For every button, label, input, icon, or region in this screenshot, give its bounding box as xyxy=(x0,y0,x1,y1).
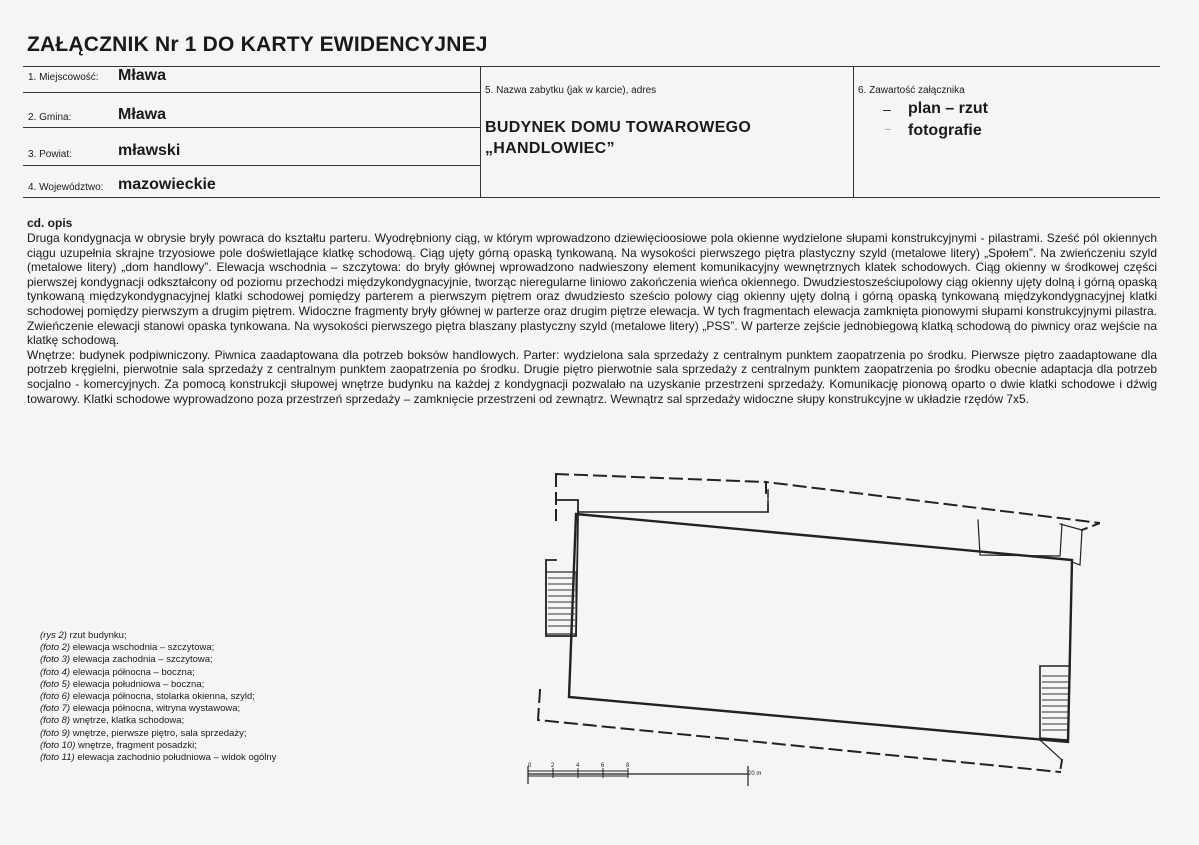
caption-item: (foto 9) wnętrze, pierwsze piętro, sala sprzedaży; xyxy=(40,727,247,739)
plan-east-block xyxy=(978,520,1062,556)
row-divider xyxy=(23,127,480,128)
caption-item: (foto 7) elewacja północna, witryna wystawowa; xyxy=(40,703,241,715)
wojewodztwo-label: 4. Województwo: xyxy=(28,182,104,193)
scale-tick-label: 2 xyxy=(551,763,555,769)
caption-item: (foto 10) wnętrze, fragment posadzki; xyxy=(40,739,197,751)
dash-icon: – xyxy=(885,124,891,135)
monument-name-line2: „HANDLOWIEC” xyxy=(485,140,615,157)
caption-list xyxy=(40,630,276,764)
plan-outline-dashed xyxy=(556,474,1100,530)
powiat-label: 3. Powiat: xyxy=(28,149,72,160)
gmina-label: 2. Gmina: xyxy=(28,112,72,123)
attachment-label: 6. Zawartość załącznika xyxy=(858,85,965,96)
description-paragraph: Wnętrze: budynek podpiwniczony. Piwnica zaadaptowana dla potrzeb boksów handlowych. Parter: wydzielona sala sprzedaży z centralnym punktem zaopatrzenia po środku. Pierwsze piętro zaadaptowane dla potrzeb kręgielni, pierwotnie sala sprzedaży z centralnym punktem zaopatrzenia po środku. Drugie piętro pierwotnie sala sprzedaży z centralnym punktem zaopatrzenia po środku obecnie adaptacja dla potrzeb socjalno - komercyjnych. Za pomocą konstrukcji słupowej wnętrze budynku na każdej z kondygnacji pozwalało na uzyskanie przestrzeni sprzedaży. Komunikację pionową oparto o dwie klatki schodowe i dźwig towarowy. Klatki schodowe wyprowadzono poza przestrzeń sprzedaży – zamknięcie przestrzeni od zewnątrz. Wewnątrz sal sprzedaży widoczne słupy konstrukcyjne w układzie rzędów 7x5. xyxy=(27,347,1157,406)
description-paragraph: Druga kondygnacja w obrysie bryły powraca do kształtu parteru. Wyodrębniony ciąg, w którym wprowadzono dziewięcioosiowe pola okienne wydzielone słupami konstrukcyjnymi - pilastrami. Sześć pól okiennych ciągu uzupełnia skrajne trzyosiowe pole doświetlające klatkę schodową. Ciąg ujęty górną opaską tynkowaną. Na wysokości pierwszego piętra plastyczny szyld (metalowe litery) „Społem”. Na zwieńczeniu szyld (metalowe litery) „dom handlowy”. Elewacja wschodnia – szczytowa: do bryły głównej wprowadzono nadwieszony element komunikacyjny wewnętrznych klatek schodowych. Ciąg okienny w środkowej części pierwszej kondygnacji odkształcony od poziomu przechodzi międzykondygnacyjnie, tworząc nieregularne liniowo zakończenia wieńca okiennego. Dwudziestosześciupolowy ciąg okienny ujęty dolną i górną opaską tynkowaną międzykondygnacyjnej klatki schodowej pomiędzy parterem a pierwszym piętrem oraz dwudziesto sześcio polowy ciąg okienny ujęty dolną i górną opaską tynkowaną międzykondygnacyjnej klatki schodowej pomiędzy pierwszym a drugim piętrem. Widoczne fragmenty bryły głównej w parterze oraz drugim piętrze elewacja. W tych fragmentach elewacja zamknięta pionowymi słupami konstrukcyjnymi pilastra. Zwieńczenie elewacji stanowi opaska tynkowana. Na wysokości pierwszego piętra blaszany plastyczny szyld (metalowe litery) „PSS”. W parterze zejście jednobiegową klatką schodową do piwnicy oraz wejście na klatkę schodową. xyxy=(27,231,1157,348)
monument-label: 5. Nazwa zabytku (jak w karcie), adres xyxy=(485,85,657,96)
description-text xyxy=(27,231,1157,406)
caption-item: (foto 11) elewacja zachodnio południowa – widok ogólny xyxy=(40,752,277,764)
scale-tick-label: 8 xyxy=(626,763,630,769)
scale-tick-label: 0 xyxy=(528,763,532,769)
attachment-item-photos: fotografie xyxy=(908,122,982,139)
row-divider xyxy=(23,165,480,166)
scale-bar xyxy=(528,766,748,786)
page-title: ZAŁĄCZNIK Nr 1 DO KARTY EWIDENCYJNEJ xyxy=(27,33,488,56)
gmina-value: Mława xyxy=(118,106,167,123)
plan-outline-dashed xyxy=(1060,760,1062,772)
column-divider xyxy=(853,67,854,197)
caption-item: (foto 6) elewacja północna, stolarka okienna, szyld; xyxy=(40,691,255,703)
monument-name xyxy=(485,117,751,159)
scale-end-label: 20 m xyxy=(748,771,762,777)
plan-east-stair xyxy=(1040,666,1070,740)
floor-plan-drawing xyxy=(520,465,1100,795)
description-heading: cd. opis xyxy=(27,216,73,230)
dash-icon: – xyxy=(883,101,891,117)
column-divider xyxy=(480,67,481,197)
caption-item: (foto 4) elewacja północna – boczna; xyxy=(40,666,195,678)
wojewodztwo-value: mazowieckie xyxy=(118,176,216,193)
attachment-item-plan: plan – rzut xyxy=(908,100,989,117)
scale-tick-label: 6 xyxy=(601,763,605,769)
caption-item: (rys 2) rzut budynku; xyxy=(40,630,127,641)
caption-item: (foto 2) elewacja wschodnia – szczytowa; xyxy=(40,642,215,654)
powiat-value: mławski xyxy=(118,142,181,159)
miejscowosc-value: Mława xyxy=(118,67,167,84)
caption-item: (foto 8) wnętrze, klatka schodowa; xyxy=(40,715,185,727)
caption-item: (foto 5) elewacja południowa – boczna; xyxy=(40,678,205,690)
monument-name-line1: BUDYNEK DOMU TOWAROWEGO xyxy=(485,119,752,136)
plan-roof-line xyxy=(578,500,768,512)
row-divider xyxy=(23,92,480,93)
scale-tick-label: 4 xyxy=(576,763,580,769)
caption-item: (foto 3) elewacja zachodnia – szczytowa; xyxy=(40,654,213,666)
miejscowosc-label: 1. Miejscowość: xyxy=(28,72,99,83)
plan-building-body xyxy=(569,514,1072,742)
